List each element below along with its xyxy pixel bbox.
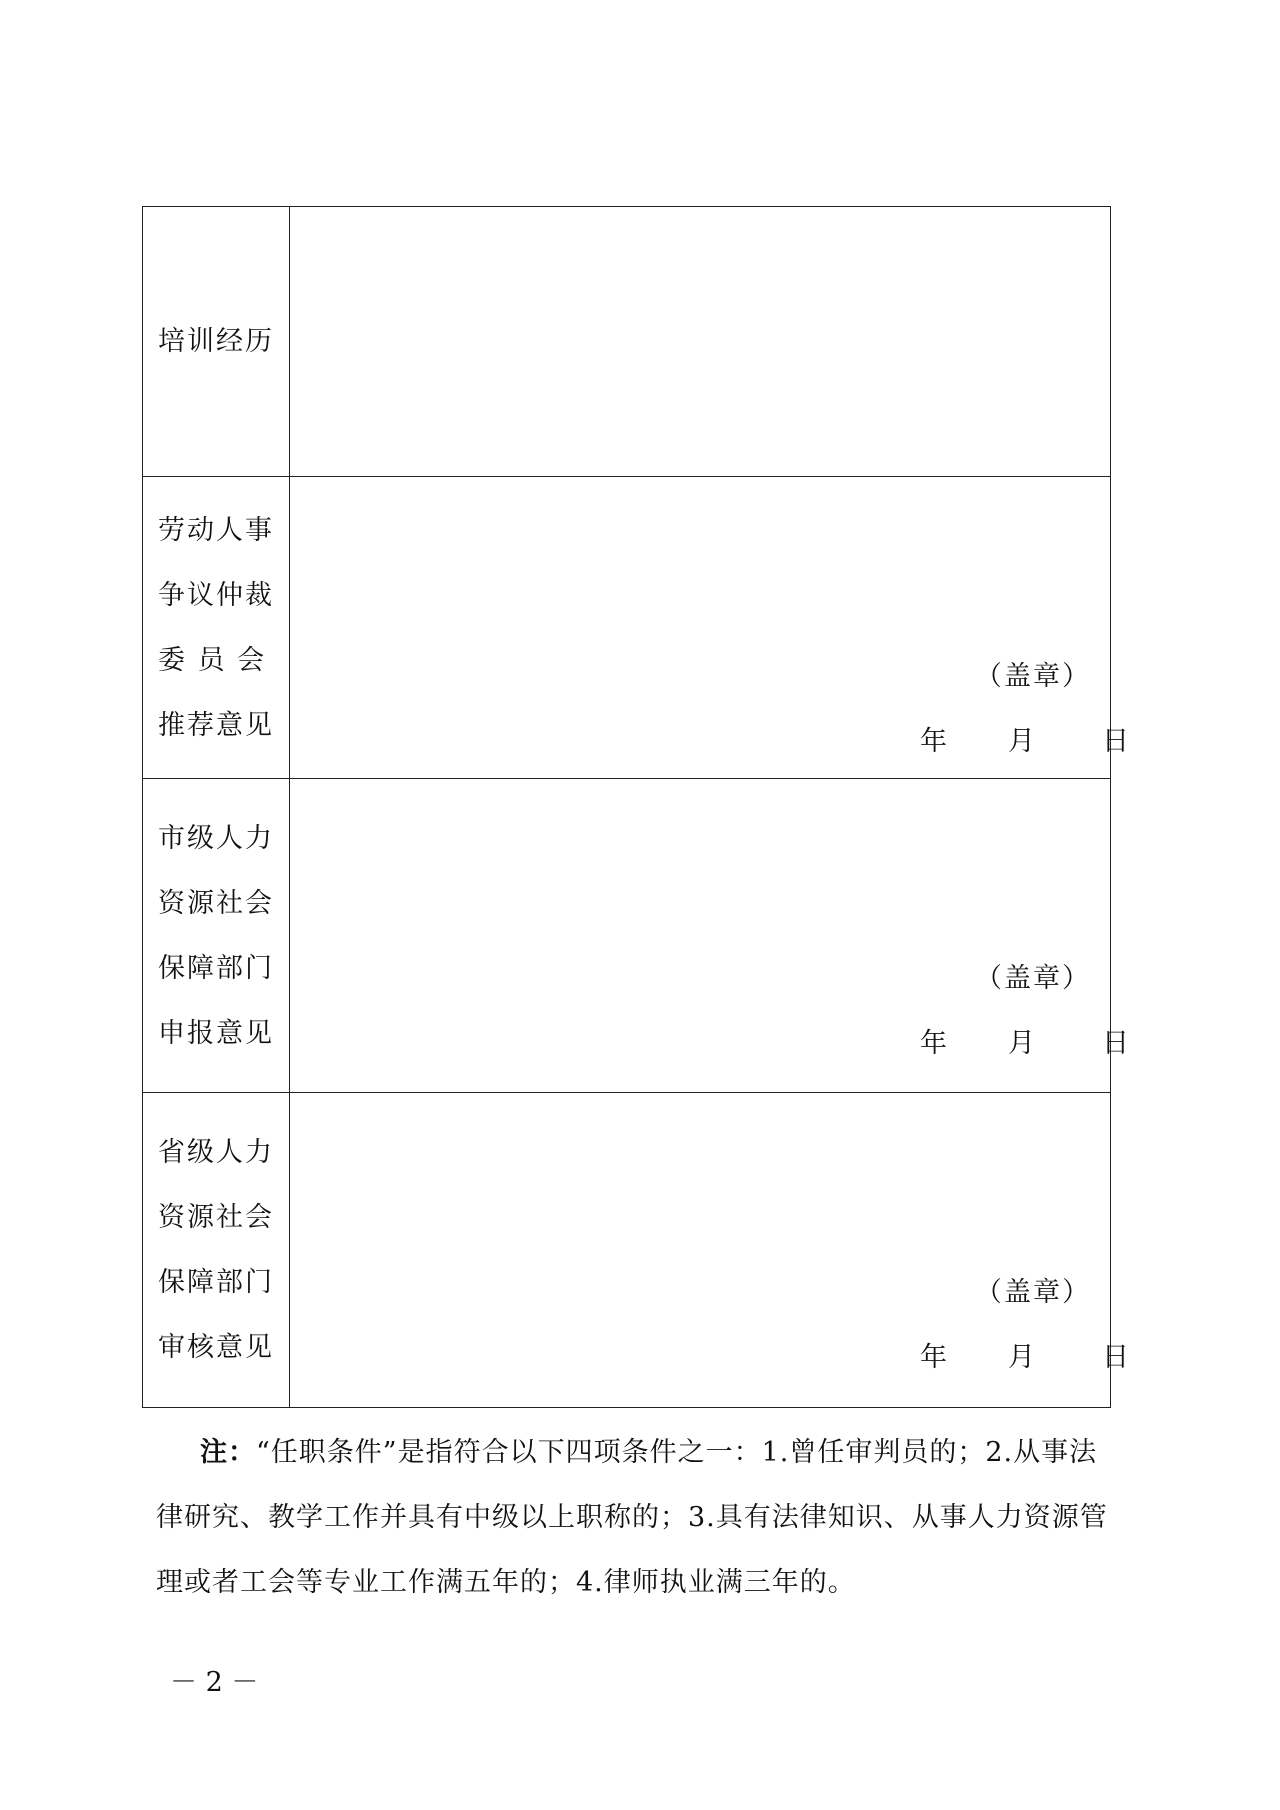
footnote-label: 注： [200,1437,256,1468]
municipal-hr-content-cell[interactable] [290,779,1129,1093]
date-month: 月 [1008,726,1035,757]
row-label-line: 市级人力 [158,822,274,854]
stamp-text: （盖章） [975,1277,1091,1308]
row-label-line: 申报意见 [158,1017,274,1049]
row-label-line: 省级人力 [158,1137,274,1168]
row-label-line: 资源社会 [158,887,274,919]
arbitration-committee-row [143,477,1111,779]
row-label-line: 推荐意见 [158,709,274,741]
date-month: 月 [1008,1028,1035,1059]
municipal-hr-label-cell [143,779,290,1093]
date-day: 日 [1102,726,1129,757]
arbitration-committee-content-cell[interactable] [290,477,1129,779]
row-label-line: 审核意见 [158,1332,274,1363]
date-year: 年 [920,1342,947,1373]
provincial-hr-label-cell [143,1093,290,1408]
stamp-text: （盖章） [975,661,1091,692]
date-year: 年 [920,726,947,757]
row-label-line: 保障部门 [158,952,274,984]
municipal-hr-row [143,779,1111,1093]
application-form-table [142,206,1129,1408]
provincial-hr-row [143,1093,1111,1408]
arbitration-committee-label-cell [143,477,290,779]
page-number: － 2 － [170,1667,259,1698]
stamp-text: （盖章） [975,963,1091,994]
training-history-content-cell[interactable] [290,207,1111,477]
row-label-line: 争议仲裁 [158,579,274,611]
row-label-line: 保障部门 [158,1267,274,1298]
footnote [156,1420,1122,1615]
row-label-line: 委 员 会 [158,644,267,676]
provincial-hr-content-cell[interactable] [290,1093,1129,1408]
date-day: 日 [1102,1342,1129,1373]
date-year: 年 [920,1028,947,1059]
date-month: 月 [1008,1342,1035,1373]
training-history-label-cell [143,207,290,477]
footnote-text: “任职条件”是指符合以下四项条件之一：1.曾任审判员的；2.从事法律研究、教学工作并具有中级以上职称的；3.具有法律知识、从事人力资源管理或者工会等专业工作满五年的；4.律师执业满三年的。 [156,1437,1108,1598]
date-day: 日 [1102,1028,1129,1059]
training-history-row [143,207,1111,477]
row-label-line: 劳动人事 [158,514,274,546]
row-label-line: 培训经历 [158,326,274,357]
row-label-line: 资源社会 [158,1202,274,1233]
